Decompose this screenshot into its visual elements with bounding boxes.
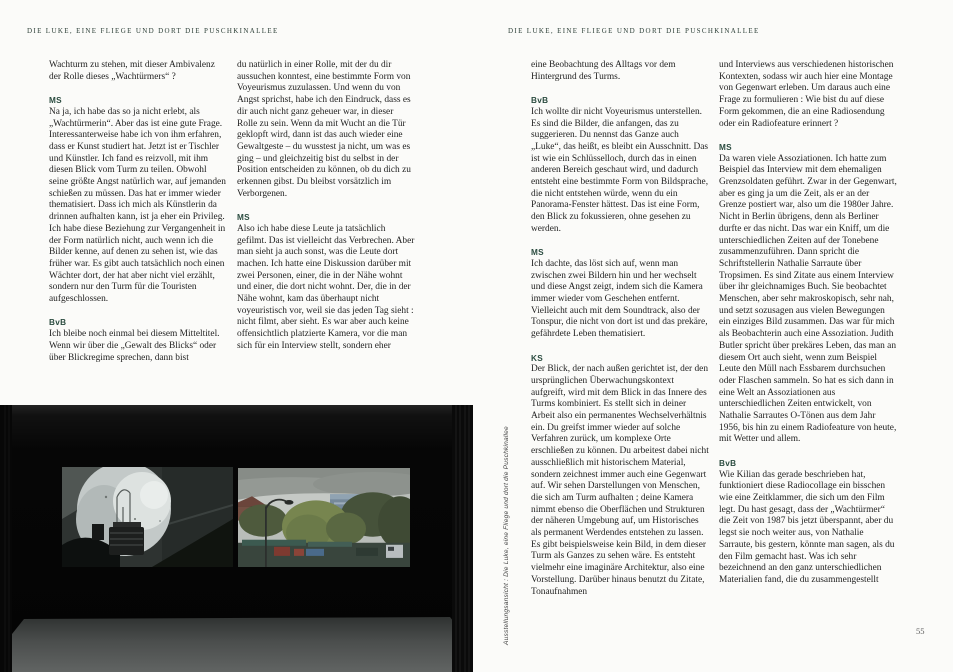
- paragraph: und Interviews aus verschiedenen historischen Kontexten, sodass wir auch hier eine Montage von Gegenwart erleben. Um daraus auch eine Frage zu formulieren : Wie bist du auf diese Form gekommen, die an eine Radiosendung oder ein Radiofeature erinnert ?: [719, 60, 894, 129]
- paragraph: Wie Kilian das gerade beschrieben hat, funktioniert diese Radiocollage ein bisschen wie eine Zeitklammer, die sich um den Film legt. Du hast gesagt, dass der „Wachtürmer“ die Zeit von 1987 bis jetzt überspannt, aber du legst sie noch weiter aus, von Nathalie Sarraute, bis gestern, könnte man sagen, als du den Film gemacht hast. Was ich sehr bezeichnend an den ganz unterschiedlichen Materialien fand, die du zusammengestellt: [719, 469, 895, 585]
- paragraph: du natürlich in einer Rolle, mit der du dir aussuchen konntest, eine bestimmte Form von Voyeurismus zuzulassen. Und wenn du von Angst sprichst, habe ich den Eindruck, dass es dir auch nicht ganz geheuer war, in dieser Rolle zu sein. Wenn da mit Wucht an die Tür geklopft wird, dann ist das auch wieder eine Gewaltgeste – du wusstest ja nicht, um was es ging – und gleichzeitig bist du selbst in der Position entscheiden zu können, ob du dich zu erkennen gibst. Du bleibst vorsätzlich im Verborgenen.: [237, 60, 411, 199]
- paragraph: Der Blick, der nach außen gerichtet ist, der den ursprünglichen Überwachungskontext aufgreift, wird mit dem Blick in das Innere des Turms kombiniert. Es stellt sich in deiner Arbeit also ein permanentes Wechselverhältnis ein. Du greifst immer wieder auf solche Verfahren zurück, um komplexe Orte erschließen zu können. Du arbeitest dabei nicht ausschließlich mit historischem Material, sondern zeichnest immer auch eine Gegenwart auf. Wir sehen Darstellungen von Menschen, die sich am Turm aufhalten ; deine Kamera nimmt ebenso die Oberflächen und Strukturen der näheren Umgebung auf, um Historisches als permanent Werdendes entstehen zu lassen. Es gibt beispielsweise kein Bild, in dem dieser Turm als Ganzes zu sehen wäre. Es entsteht vielmehr eine imaginäre Architektur, also eine Vorstellung. Darüber hinaus benutzt du Zitate, Tonaufnahmen: [531, 364, 709, 597]
- speaker-label: MS: [49, 96, 62, 106]
- speaker-label: BvB: [531, 96, 549, 106]
- gallery-floor-and-curtains: [0, 405, 473, 672]
- paragraph: eine Beobachtung des Alltags vor dem Hintergrund des Turms.: [531, 60, 676, 82]
- paragraph: Ich bleibe noch einmal bei diesem Mitteltitel. Wenn wir über die „Gewalt des Blicks“ oder über Blickregime sprechen, dann bist: [49, 329, 220, 363]
- text-column: [237, 60, 415, 353]
- paragraph: Wachturm zu stehen, mit dieser Ambivalenz der Rolle dieses „Wachtürmers“ ?: [49, 60, 215, 82]
- speaker-label: BvB: [49, 318, 67, 328]
- running-head-right: DIE LUKE, EINE FLIEGE UND DORT DIE PUSCHKINALLEE: [508, 27, 760, 35]
- paragraph: Ich dachte, das löst sich auf, wenn man zwischen zwei Bildern hin und her wechselt und diese Angst zeigt, indem sich die Kamera immer wieder vom Geschehen entfernt. Vielleicht auch mit dem Soundtrack, also der Tonspur, die nicht von dort ist und das prekäre, gefährdete Leben thematisiert.: [531, 258, 708, 340]
- speaker-label: MS: [531, 248, 544, 258]
- text-column: [531, 60, 709, 598]
- speaker-label: MS: [237, 213, 250, 223]
- image-caption: Ausstellungsansicht : Die Luke, eine Fliege und dort die Puschkinallee: [503, 426, 510, 645]
- paragraph: Na ja, ich habe das so ja nicht erlebt, als „Wachtürmerin“. Aber das ist eine gute Frage. Interessanterweise habe ich von ihm erfahren, dass er Kunst studiert hat. Jetzt ist er Tischler und Künstler. Ich fand es reizvoll, mit ihm diesen Blick vom Turm zu teilen. Obwohl seine größte Angst natürlich war, auf jemanden schießen zu müssen. Das hat er immer wieder thematisiert. Dass ich mich als Künstlerin da drinnen aufhalten kann, ist ja eher ein Privileg. Ich habe diese Beziehung zur Vergangenheit in der Form natürlich nicht, auch wenn ich die Bilder kenne, auf denen zu sehen ist, wie das früher war. Es gibt auch tatsächlich noch einen Wächter dort, der hat aber nicht viel erzählt, sondern nur den Turm für die Touristen aufgeschlossen.: [49, 106, 226, 305]
- exhibition-photo: [0, 405, 473, 672]
- paragraph: Ich wollte dir nicht Voyeurismus unterstellen. Es sind die Bilder, die anfangen, das zu suggerieren. Du nennst das Ganze auch „Luke“, das heißt, es bleibt ein Ausschnitt. Das ist wie ein Schlüsselloch, durch das in einen anderen Bereich geschaut wird, und dadurch entsteht eine bestimmte Form von Bildsprache, die nicht entstehen würde, wenn du ein Panorama-Fenster hättest. Das ist eine Form, den Blick zu fokussieren, ohne gesehen zu werden.: [531, 106, 709, 234]
- text-column: [719, 60, 897, 587]
- paragraph: Da waren viele Assoziationen. Ich hatte zum Beispiel das Interview mit dem ehemaligen Grenzsoldaten geführt. Zwar in der Gegenwart, aber es ging ja um die Zeit, als er an der Grenze postiert war, also um die 1980er Jahre. Nicht in Berlin übrigens, denn als Berliner durfte er das nicht. Das war ein Kniff, um die unterschiedlichen Zeiten auf der Tonebene zusammenzuführen. Dann spricht die Schriftstellerin Nathalie Sarraute über Tropsimen. Es sind Zitate aus einem Interview über ihr gleichnamiges Buch. Sie beobachtet Menschen, aber sehr makroskopisch, sehr nah, und setzt sozusagen aus vielen Bewegungen ein einziges Bild zusammen. Das war für mich als Beobachterin auch eine Assoziation. Judith Butler spricht über prekäres Leben, das man an diesem Ort auch sieht, wenn zum Beispiel Leute den Müll nach Essbarem durchsuchen oder Flaschen sammeln. So hat es sich dann in eine Welt an Assoziationen aus unterschiedlichen Zeiten entwickelt, von Nathalie Sarrautes O-Tönen aus dem Jahr 1956, bis hin zu einem Radiofeature von heute, mit Wetter und allem.: [719, 153, 897, 445]
- running-head-left: DIE LUKE, EINE FLIEGE UND DORT DIE PUSCHKINALLEE: [27, 27, 279, 35]
- speaker-label: BvB: [719, 458, 737, 468]
- speaker-label: KS: [531, 353, 543, 363]
- text-column: [49, 60, 227, 364]
- speaker-label: MS: [719, 142, 732, 152]
- page-number: 55: [916, 626, 925, 636]
- paragraph: Also ich habe diese Leute ja tatsächlich gefilmt. Das ist vielleicht das Verbrechen. Aber man sieht ja auch sonst, was die Leute dort machen. Ich hatte eine Diskussion darüber mit zwei Personen, einer, die in der Nähe wohnt und einer, die dort nicht wohnt. Der, die in der Nähe wohnt, kam das überhaupt nicht voyeuristisch vor, weil sie das jeden Tag sieht : nicht filmt, aber sieht. Es war aber auch keine offensichtlich platzierte Kamera, vor die man sich für ein Interview stellt, sondern eher: [237, 223, 415, 351]
